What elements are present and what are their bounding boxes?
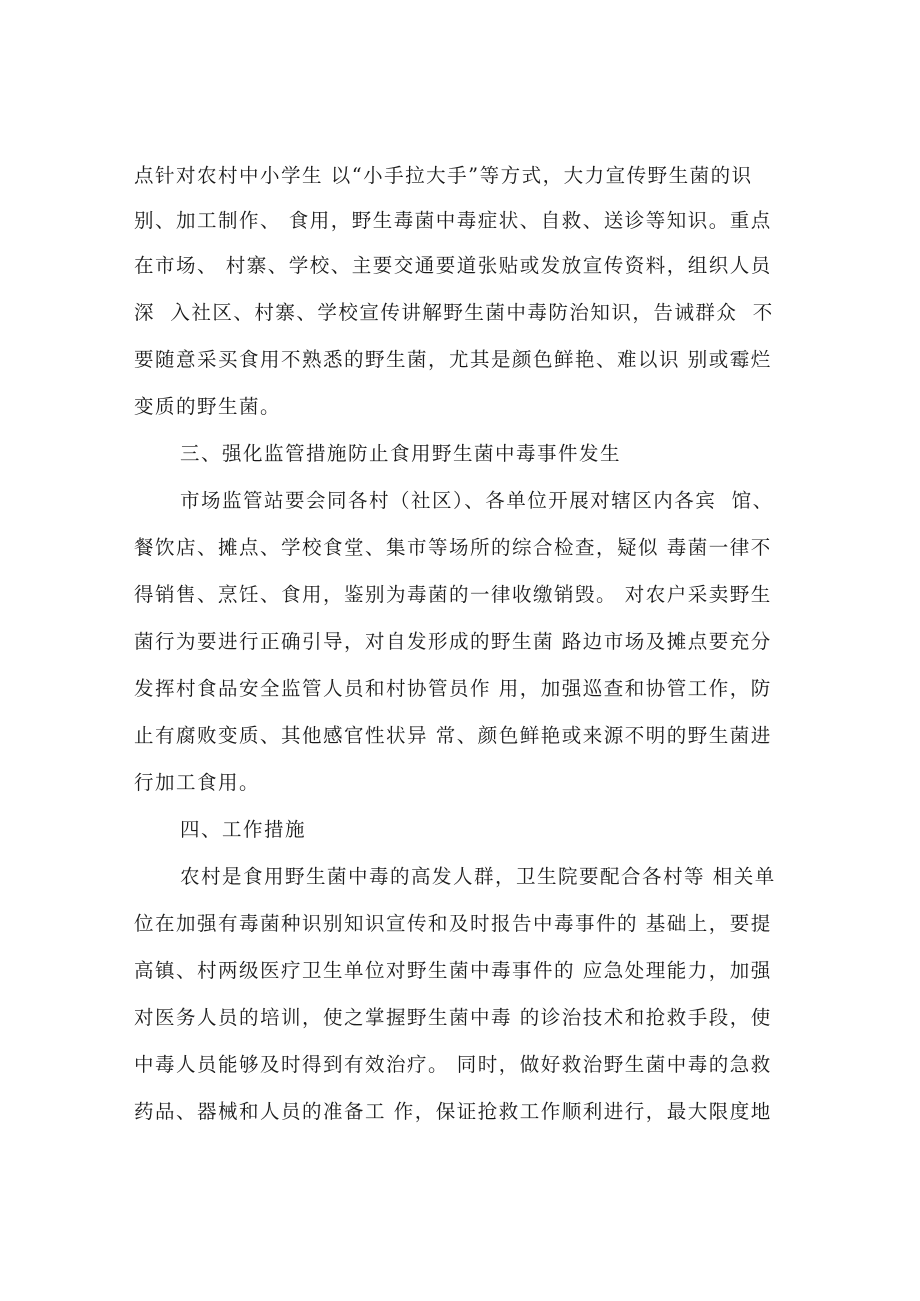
body-text-line: 行加工食用。: [134, 771, 261, 794]
body-text-line: 要随意采买食用不熟悉的野生菌，尤其是颜色鲜艳、难以识 别或霉烂: [134, 348, 772, 371]
body-text-line: 菌行为要进行正确引导，对自发形成的野生菌 路边市场及摊点要充分: [134, 630, 772, 653]
body-text-line: 变质的野生菌。: [134, 395, 282, 418]
body-text-line: 餐饮店、摊点、学校食堂、集市等场所的综合检查，疑似 毒菌一律不: [134, 536, 772, 559]
body-text-line: 药品、器械和人员的准备工 作，保证抢救工作顺利进行，最大限度地: [134, 1100, 772, 1123]
section-heading: 三、强化监管措施防止食用野生菌中毒事件发生: [180, 442, 622, 465]
paragraph-first-line: 农村是食用野生菌中毒的高发人群，卫生院要配合各村等 相关单: [180, 865, 776, 888]
body-text-line: 得销售、烹饪、食用，鉴别为毒菌的一律收缴销毁。 对农户采卖野生: [134, 583, 772, 606]
body-text-line: 对医务人员的培训，使之掌握野生菌中毒 的诊治技术和抢救手段，使: [134, 1006, 772, 1029]
body-text-line: 在市场、 村寨、学校、主要交通要道张贴或发放宣传资料，组织人员: [134, 254, 772, 277]
body-text-line: 中毒人员能够及时得到有效治疗。 同时，做好救治野生菌中毒的急救: [134, 1053, 772, 1076]
body-text-line: 止有腐败变质、其他感官性状异 常、颜色鲜艳或来源不明的野生菌进: [134, 724, 772, 747]
section-heading: 四、工作措施: [180, 818, 307, 841]
body-text-line: 别、加工制作、 食用，野生毒菌中毒症状、自救、送诊等知识。重点: [134, 209, 772, 232]
body-text-line: 发挥村食品安全监管人员和村协管员作 用，加强巡查和协管工作，防: [134, 677, 772, 700]
body-text-line: 深 入社区、村寨、学校宣传讲解野生菌中毒防治知识，告诫群众 不: [134, 301, 774, 324]
paragraph-first-line: 市场监管站要会同各村（社区）、各单位开展对辖区内各宾 馆、: [180, 489, 774, 512]
body-text-line: 点针对农村中小学生 以“小手拉大手”等方式，大力宣传野生菌的识: [134, 164, 753, 187]
body-text-line: 高镇、村两级医疗卫生单位对野生菌中毒事件的 应急处理能力，加强: [134, 959, 772, 982]
body-text-line: 位在加强有毒菌种识别知识宣传和及时报告中毒事件的 基础上，要提: [134, 912, 772, 935]
